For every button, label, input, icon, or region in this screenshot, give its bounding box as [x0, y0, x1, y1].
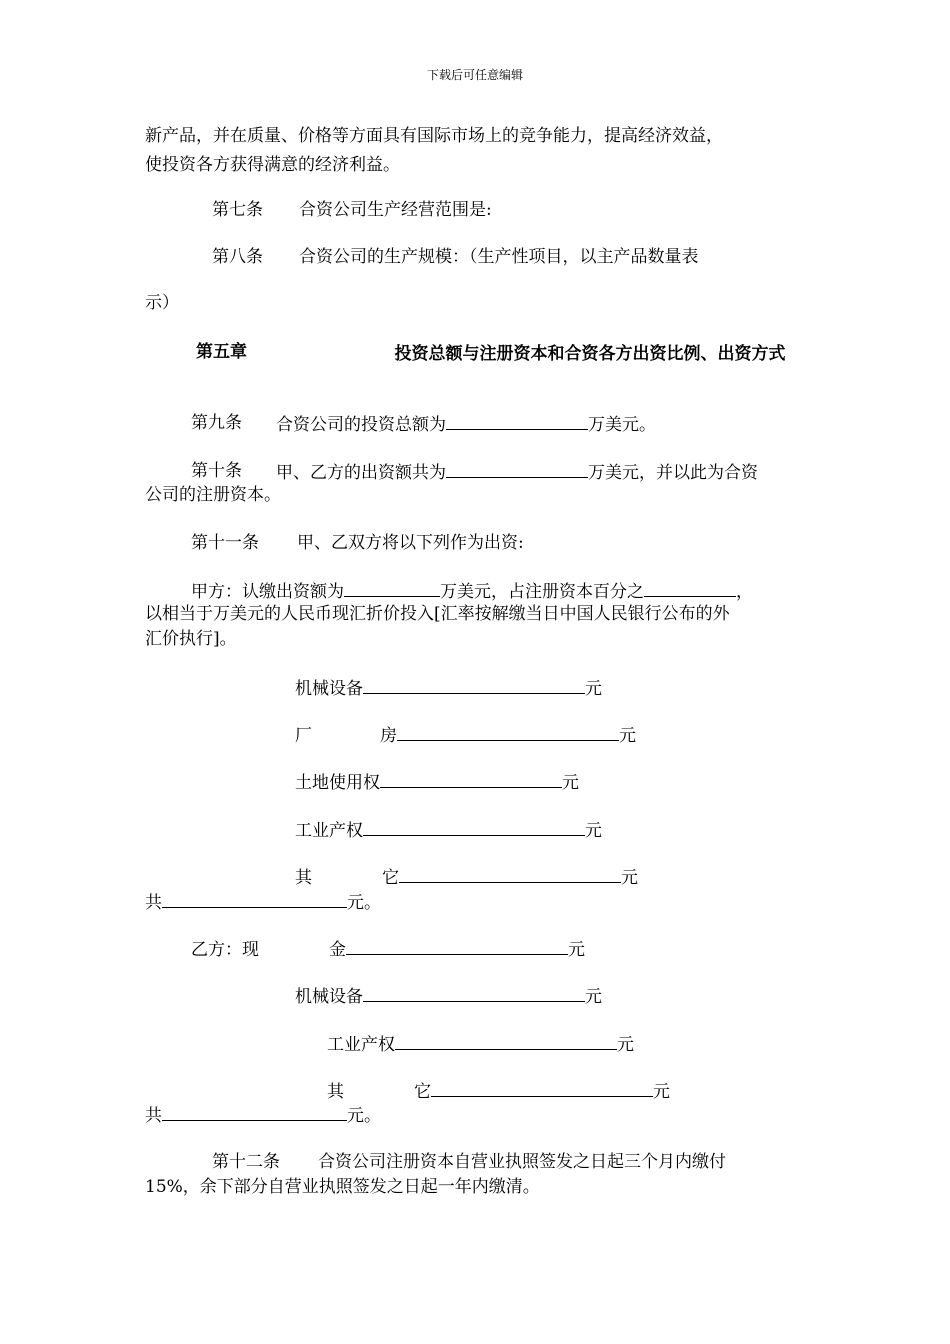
- item-label: 它: [382, 868, 399, 888]
- item-unit: 元: [568, 940, 585, 960]
- party-a-item-other: [295, 866, 638, 888]
- total-label: 共: [145, 893, 162, 913]
- capital-total-blank[interactable]: [446, 461, 588, 478]
- item-unit: 元: [617, 1035, 634, 1055]
- item-label: 其: [295, 868, 312, 888]
- party-b-label: 乙方：现: [191, 940, 259, 960]
- article-8-number: 第八条: [212, 247, 263, 267]
- land-value-blank[interactable]: [380, 771, 562, 788]
- total-unit: 元。: [347, 893, 381, 913]
- item-label: 机械设备: [295, 679, 363, 699]
- page-header-note: 下载后可任意编辑: [426, 68, 523, 82]
- b-machinery-value-blank[interactable]: [363, 985, 585, 1002]
- item-label: 工业产权: [327, 1035, 395, 1055]
- ip-value-blank[interactable]: [363, 819, 585, 836]
- other-value-blank[interactable]: [399, 866, 621, 883]
- party-a-total-blank[interactable]: [162, 891, 347, 908]
- party-a-item-machinery: [295, 677, 602, 699]
- total-unit: 元。: [347, 1106, 381, 1126]
- item-unit: 元: [562, 773, 579, 793]
- item-label: 其: [327, 1082, 344, 1102]
- chapter-title: 投资总额与注册资本和合资各方出资比例、出资方式: [394, 344, 786, 364]
- party-a-item-building: [295, 724, 636, 746]
- party-a-total: [145, 891, 381, 913]
- article-10-text: 甲、乙方的出资额共为: [276, 463, 446, 483]
- cash-label: 金: [329, 940, 346, 960]
- b-ip-value-blank[interactable]: [395, 1033, 617, 1050]
- article-8-continuation: 示）: [145, 293, 179, 313]
- party-b-item-other: [327, 1080, 670, 1102]
- item-label: 工业产权: [295, 821, 363, 841]
- article-10-continuation: 公司的注册资本。: [145, 485, 281, 505]
- machinery-value-blank[interactable]: [363, 677, 585, 694]
- item-unit: 元: [619, 726, 636, 746]
- item-unit: 元: [585, 679, 602, 699]
- article-11-text: 甲、乙双方将以下列作为出资:: [297, 533, 524, 553]
- party-b-item-ip: [327, 1033, 634, 1055]
- item-label: 它: [414, 1082, 431, 1102]
- party-a-subscribed-label: 甲方：认缴出资额为: [191, 582, 344, 602]
- article-7-text: 合资公司生产经营范围是:: [299, 200, 492, 220]
- item-label: 土地使用权: [295, 773, 380, 793]
- intro-line-2: 使投资各方获得满意的经济利益。: [145, 155, 400, 175]
- party-a-amount-blank[interactable]: [344, 580, 440, 597]
- article-12-number: 第十二条: [212, 1152, 280, 1172]
- item-unit: 元: [653, 1082, 670, 1102]
- party-b-cash: [191, 938, 585, 960]
- building-value-blank[interactable]: [397, 724, 619, 741]
- party-b-item-machinery: [295, 985, 602, 1007]
- party-a-item-ip: [295, 819, 602, 841]
- party-b-total-blank[interactable]: [162, 1104, 347, 1121]
- party-a-percent-label: 万美元，占注册资本百分之: [440, 582, 644, 602]
- investment-total-blank[interactable]: [446, 413, 588, 430]
- item-unit: 元: [621, 868, 638, 888]
- item-unit: 元: [585, 821, 602, 841]
- article-10-line: [276, 461, 758, 483]
- party-a-item-land: [295, 771, 579, 793]
- article-9-unit: 万美元。: [588, 415, 656, 435]
- article-9-text: 合资公司的投资总额为: [276, 415, 446, 435]
- b-other-value-blank[interactable]: [431, 1080, 653, 1097]
- item-label: 房: [380, 726, 397, 746]
- party-a-comma: ，: [736, 582, 753, 602]
- article-10-unit: 万美元，并以此为合资: [588, 463, 758, 483]
- item-label: 厂: [295, 726, 312, 746]
- party-a-line-2: 以相当于万美元的人民币现汇折价投入[汇率按解缴当日中国人民银行公布的外: [145, 604, 730, 624]
- article-9-number: 第九条: [191, 413, 242, 433]
- article-9-line: [276, 413, 656, 435]
- total-label: 共: [145, 1106, 162, 1126]
- party-a-line-1: [191, 580, 753, 602]
- chapter-number: 第五章: [196, 342, 247, 362]
- party-a-line-3: 汇价执行]。: [145, 629, 237, 649]
- article-7-number: 第七条: [212, 200, 263, 220]
- party-a-percent-blank[interactable]: [644, 580, 736, 597]
- intro-line-1: 新产品，并在质量、价格等方面具有国际市场上的竞争能力，提高经济效益，: [145, 126, 723, 146]
- article-11-number: 第十一条: [191, 533, 259, 553]
- article-10-number: 第十条: [191, 461, 242, 481]
- cash-value-blank[interactable]: [346, 938, 568, 955]
- item-unit: 元: [585, 987, 602, 1007]
- item-label: 机械设备: [295, 987, 363, 1007]
- article-8-text: 合资公司的生产规模：（生产性项目，以主产品数量表: [299, 247, 699, 267]
- article-12-text: 合资公司注册资本自营业执照签发之日起三个月内缴付: [318, 1152, 726, 1172]
- article-12-continuation: 15%，余下部分自营业执照签发之日起一年内缴清。: [145, 1177, 540, 1197]
- party-b-total: [145, 1104, 381, 1126]
